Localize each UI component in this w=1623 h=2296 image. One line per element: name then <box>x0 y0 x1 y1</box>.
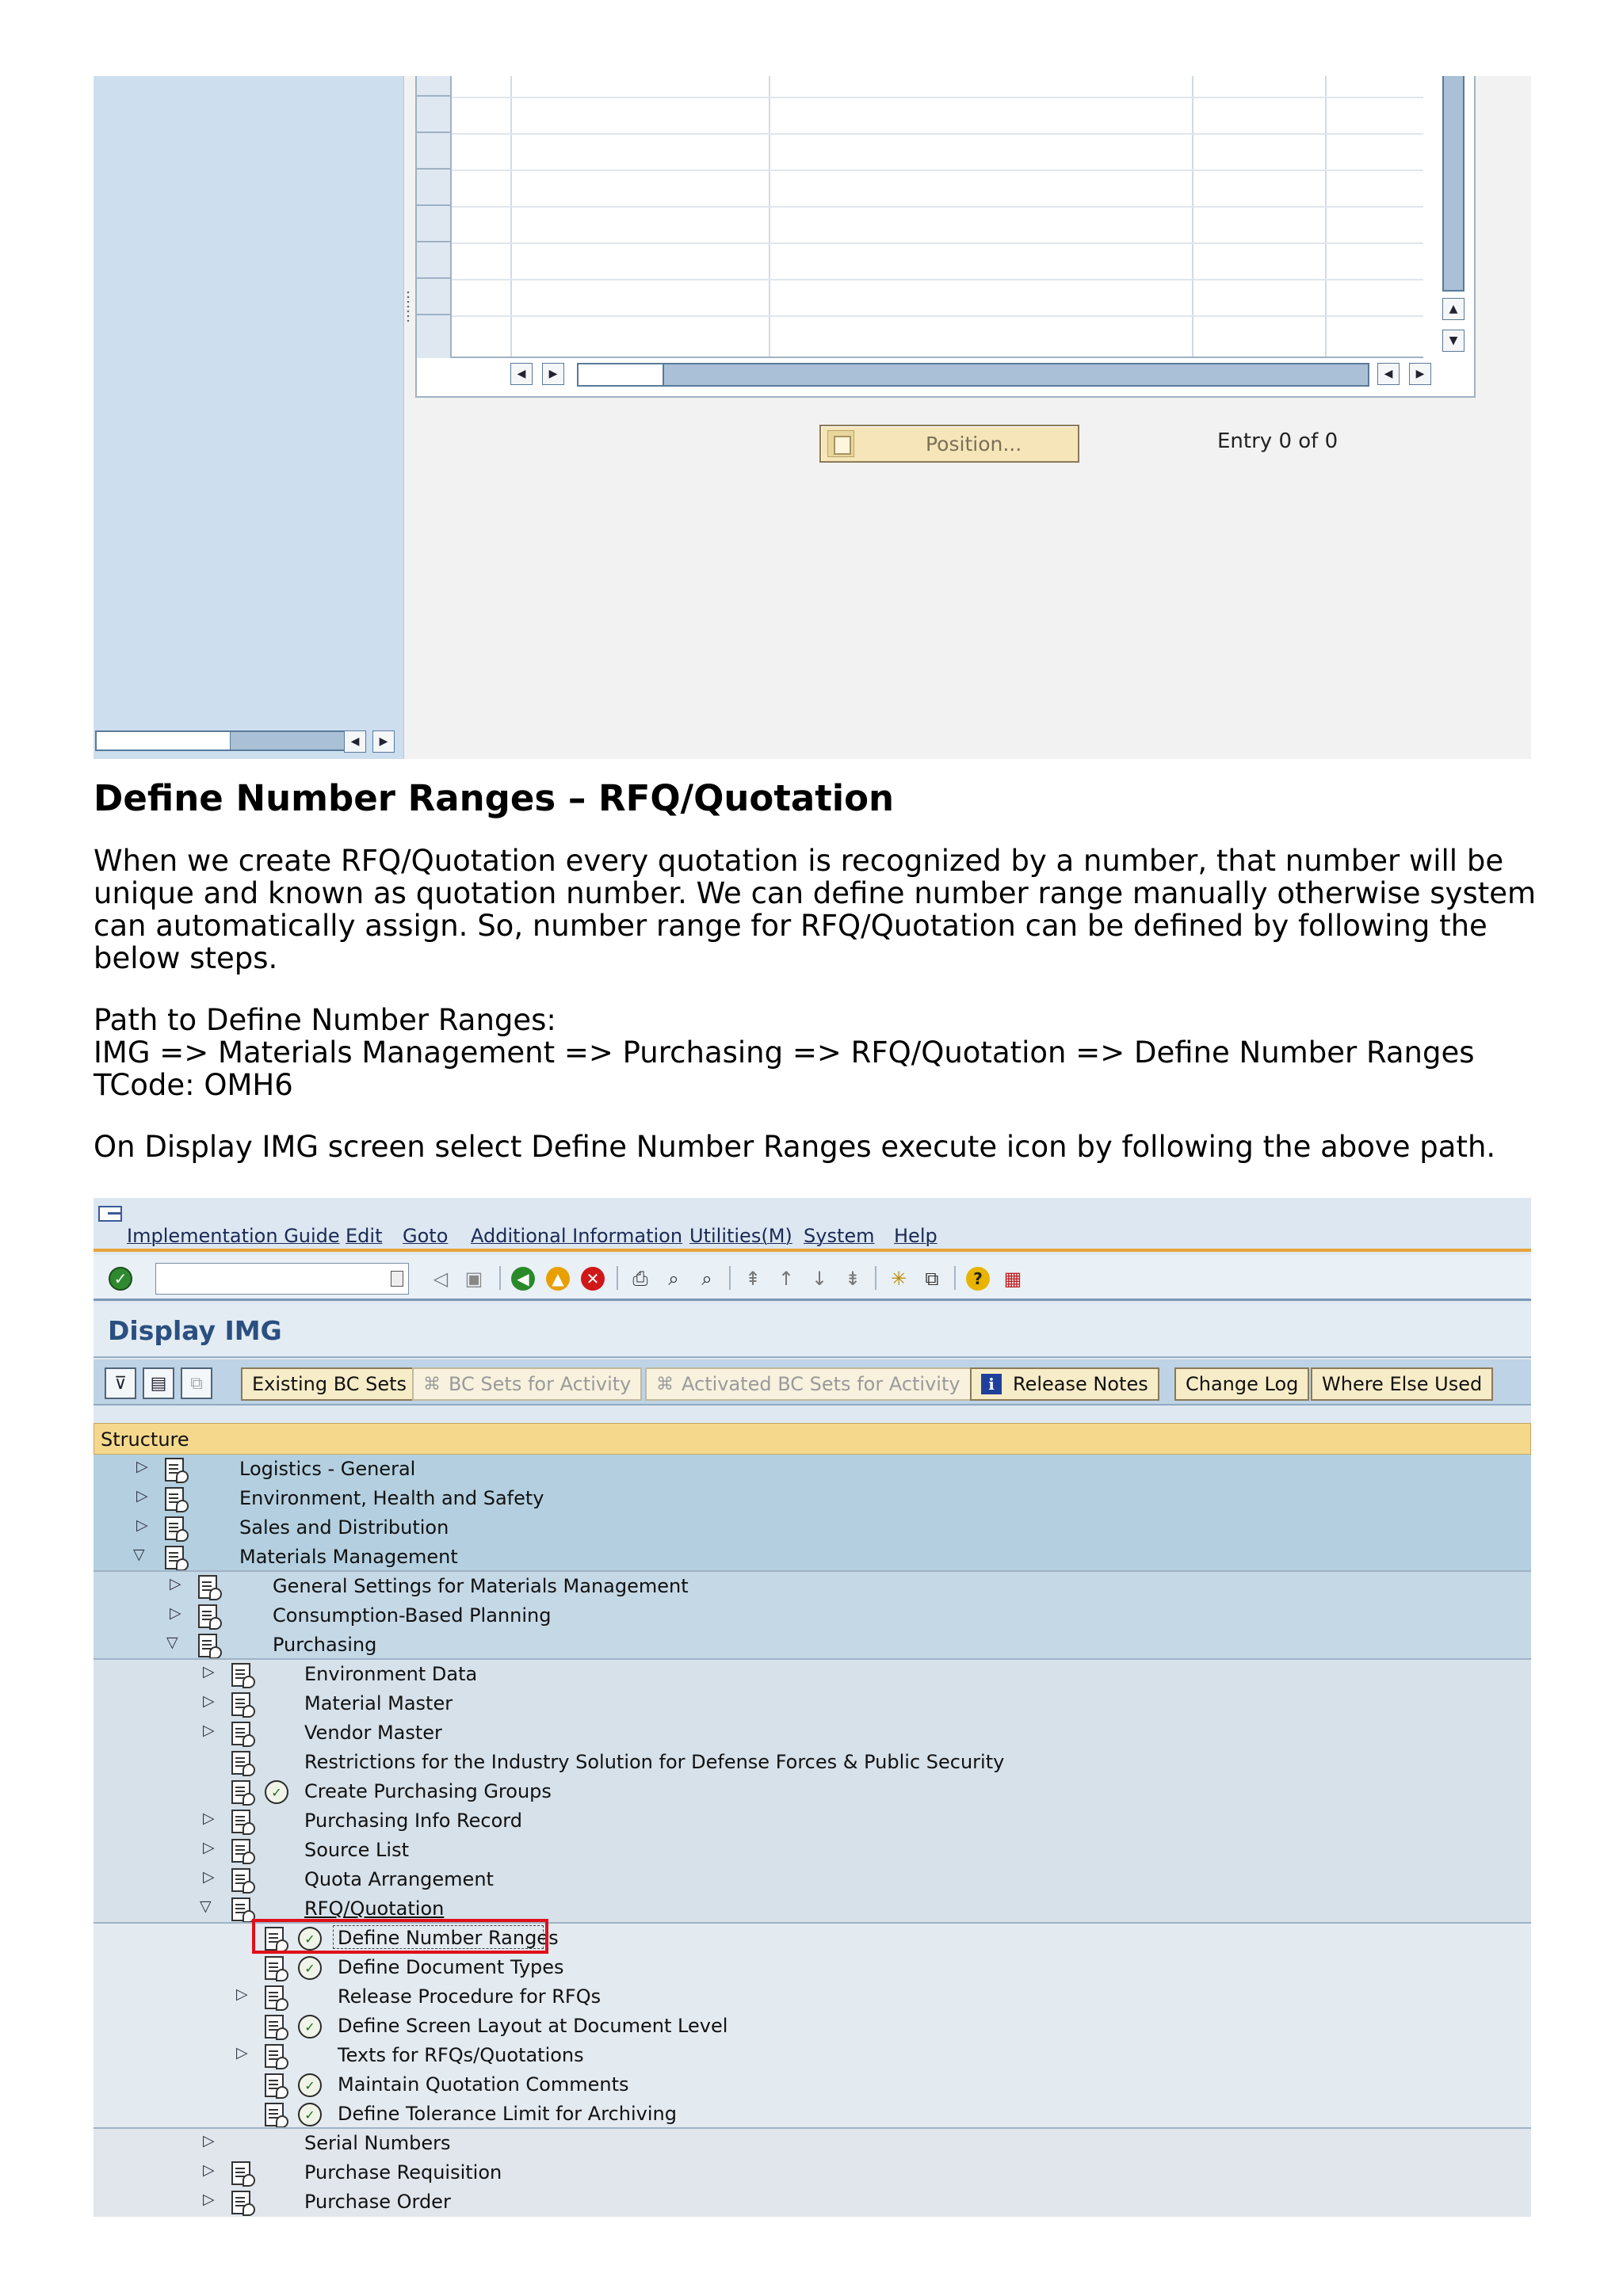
collapse-icon[interactable]: ▽ <box>200 1897 212 1915</box>
documentation-icon[interactable] <box>265 2015 284 2039</box>
bc-set-icon: ⌘ <box>656 1374 674 1394</box>
scroll-up-button[interactable]: ▲ <box>1442 298 1465 320</box>
tree-node[interactable] <box>94 1748 1531 1777</box>
tree-node-label: Texts for RFQs/Quotations <box>338 2044 584 2066</box>
intro-paragraph <box>94 845 1536 974</box>
expand-icon[interactable]: ▷ <box>203 1722 215 1739</box>
position-button-label: Position... <box>926 432 1022 456</box>
menu-system[interactable]: System <box>804 1225 875 1247</box>
create-session-icon[interactable]: ✳ <box>890 1268 907 1290</box>
tree-node[interactable] <box>94 1806 1531 1836</box>
scroll-track[interactable] <box>577 363 1369 387</box>
screen-title: Display IMG <box>108 1315 282 1346</box>
tree-node-label: Purchasing Info Record <box>304 1810 522 1832</box>
tree-node[interactable] <box>94 1953 1531 1982</box>
expand-icon[interactable]: ▷ <box>136 1487 148 1505</box>
tree-node-label: Sales and Distribution <box>239 1516 449 1539</box>
previous-page-icon[interactable]: ↑ <box>777 1268 795 1290</box>
tree-node[interactable] <box>94 2070 1531 2100</box>
expand-icon[interactable]: ▷ <box>236 2044 248 2061</box>
bc-set-icon: ⌘ <box>423 1374 441 1394</box>
info-icon: i <box>981 1374 1002 1394</box>
scroll-right-button[interactable]: ▶ <box>372 730 395 753</box>
documentation-icon[interactable] <box>265 1956 284 1980</box>
expand-icon[interactable]: ▷ <box>136 1516 148 1534</box>
row-selector[interactable] <box>417 76 450 97</box>
navigation-panel <box>94 76 404 759</box>
documentation-icon[interactable] <box>231 1751 250 1775</box>
layout-icon[interactable]: ▤ <box>143 1367 174 1399</box>
top-screenshot <box>94 76 1531 759</box>
highlight-annotation <box>252 1919 548 1954</box>
cancel-icon[interactable]: ✕ <box>580 1266 605 1291</box>
back-icon[interactable]: ◀ <box>510 1266 536 1291</box>
documentation-icon[interactable] <box>265 2044 284 2068</box>
documentation-icon[interactable] <box>265 1985 284 2009</box>
shortcut-icon[interactable]: ⧉ <box>925 1268 939 1290</box>
command-dropdown-icon[interactable] <box>391 1271 403 1287</box>
tree-node[interactable] <box>94 1660 1531 1689</box>
save-icon[interactable]: ▣ <box>464 1268 483 1290</box>
tree-node-label: General Settings for Materials Management <box>273 1575 689 1597</box>
path-label: Path to Define Number Ranges: <box>94 1003 556 1037</box>
expand-icon[interactable]: ▷ <box>203 1868 215 1886</box>
tree-node[interactable] <box>94 1836 1531 1865</box>
menu-bar <box>94 1198 1531 1252</box>
tree-node[interactable] <box>94 1484 1531 1513</box>
scroll-left-button[interactable]: ◀ <box>510 363 533 385</box>
bc-sets-for-activity-label: BC Sets for Activity <box>449 1373 632 1395</box>
documentation-icon[interactable] <box>231 1663 250 1687</box>
documentation-icon[interactable] <box>265 2073 284 2097</box>
tree-node-label: RFQ/Quotation <box>304 1897 445 1920</box>
row-selector-column <box>417 76 452 358</box>
menu-utilities[interactable]: Utilities(M) <box>689 1225 792 1247</box>
expand-icon[interactable]: ▷ <box>203 2191 215 2208</box>
documentation-icon[interactable] <box>265 2103 284 2126</box>
tree-node-label: Define Document Types <box>338 1956 564 1978</box>
intro-line: When we create RFQ/Quotation every quotation is recognized by a number, that number will be <box>94 844 1504 878</box>
table-vertical-scrollbar[interactable] <box>1441 76 1466 358</box>
row-selector[interactable] <box>417 242 450 279</box>
position-button[interactable] <box>819 425 1079 463</box>
tree-node[interactable] <box>94 1718 1531 1748</box>
tree-node-label: Release Procedure for RFQs <box>338 1985 601 2008</box>
find-icon[interactable]: ⌕ <box>668 1268 679 1290</box>
existing-bc-sets-button[interactable] <box>241 1367 418 1401</box>
tree-node[interactable] <box>94 1572 1531 1601</box>
nav-horizontal-scrollbar[interactable] <box>94 727 404 754</box>
entry-count: Entry 0 of 0 <box>1217 429 1338 453</box>
expand-icon[interactable]: ▷ <box>136 1458 148 1475</box>
row-selector[interactable] <box>417 206 450 242</box>
release-notes-button[interactable] <box>970 1367 1159 1401</box>
next-page-icon[interactable]: ↓ <box>811 1268 828 1290</box>
scroll-right-button[interactable]: ▶ <box>542 363 564 385</box>
intro-line: can automatically assign. So, number range for RFQ/Quotation can be defined by following the <box>94 909 1487 943</box>
tree-node[interactable] <box>94 1689 1531 1718</box>
tree-header: Structure <box>94 1423 1531 1455</box>
exit-icon[interactable]: ▲ <box>545 1266 571 1291</box>
documentation-icon[interactable] <box>165 1487 184 1511</box>
row-selector[interactable] <box>417 97 450 133</box>
tree-node-label: Source List <box>304 1839 410 1861</box>
standard-toolbar <box>94 1255 1531 1301</box>
tree-node-label: Purchase Order <box>304 2191 451 2213</box>
command-field[interactable] <box>155 1263 409 1295</box>
enter-icon[interactable]: ✓ <box>108 1266 133 1291</box>
scroll-left-button[interactable]: ◀ <box>1377 363 1400 385</box>
tree-node[interactable] <box>94 2041 1531 2070</box>
tree-node[interactable] <box>94 2012 1531 2041</box>
expand-icon[interactable]: ▷ <box>203 1692 215 1710</box>
panel-splitter[interactable] <box>406 290 411 322</box>
documentation-icon[interactable] <box>231 2191 250 2214</box>
tree-node-label: Purchase Requisition <box>304 2161 502 2183</box>
instruction: On Display IMG screen select Define Number Ranges execute icon by following the above path. <box>94 1130 1496 1164</box>
row-selector[interactable] <box>417 133 450 170</box>
documentation-icon[interactable] <box>165 1458 184 1482</box>
tree-node[interactable] <box>94 1777 1531 1806</box>
execute-icon[interactable]: ✓ <box>298 2073 322 2097</box>
change-log-label: Change Log <box>1186 1373 1299 1395</box>
title-bar <box>94 1304 1531 1358</box>
tree-node[interactable] <box>94 2187 1531 2217</box>
tree-node[interactable] <box>94 1601 1531 1630</box>
execute-icon[interactable]: ✓ <box>265 1780 288 1804</box>
intro-line: below steps. <box>94 941 278 975</box>
activated-bc-sets-label: Activated BC Sets for Activity <box>682 1373 960 1395</box>
expand-icon[interactable]: ▷ <box>203 1663 215 1680</box>
first-page-icon[interactable]: ⇞ <box>744 1268 762 1290</box>
instruction-paragraph <box>94 1131 1536 1163</box>
tree-node[interactable] <box>94 1455 1531 1484</box>
table-horizontal-scrollbar[interactable] <box>510 361 1461 388</box>
expand-icon[interactable]: ▷ <box>236 1985 248 2003</box>
menu-goto[interactable]: Goto <box>403 1225 449 1247</box>
documentation-icon[interactable] <box>198 1575 217 1599</box>
print-icon[interactable]: ⎙ <box>632 1268 648 1290</box>
tree-node-label: Material Master <box>304 1692 453 1714</box>
expand-icon[interactable]: ▷ <box>203 2161 215 2179</box>
collapse-icon[interactable]: ▽ <box>133 1546 145 1563</box>
last-page-icon[interactable]: ⇟ <box>844 1268 861 1290</box>
entries-table <box>415 76 1476 398</box>
menu-additional-information[interactable]: Additional Information <box>471 1225 683 1247</box>
documentation-icon[interactable] <box>231 2161 250 2185</box>
focus-indicator <box>333 1925 544 1949</box>
tree-node-label: Serial Numbers <box>304 2132 451 2154</box>
documentation-icon[interactable] <box>231 1868 250 1892</box>
existing-bc-sets-label: Existing BC Sets <box>252 1373 407 1395</box>
documentation-icon[interactable] <box>231 1692 250 1716</box>
tree-node-label: Logistics - General <box>239 1458 416 1480</box>
bc-sets-for-activity-button[interactable] <box>412 1367 642 1401</box>
help-icon[interactable]: ? <box>965 1266 991 1291</box>
system-menu-icon[interactable] <box>98 1206 122 1222</box>
release-notes-label: Release Notes <box>1013 1373 1148 1395</box>
documentation-icon[interactable] <box>231 1810 250 1833</box>
scroll-track[interactable] <box>95 730 346 751</box>
article-title: Define Number Ranges – RFQ/Quotation <box>94 777 895 819</box>
change-log-button[interactable] <box>1174 1367 1309 1401</box>
menu-path: IMG => Materials Management => Purchasing => RFQ/Quotation => Define Number Ranges <box>94 1035 1475 1070</box>
scroll-right-button[interactable]: ▶ <box>1409 363 1431 385</box>
expand-icon[interactable]: ▷ <box>203 2132 215 2149</box>
documentation-icon[interactable] <box>165 1516 184 1540</box>
tree-node-label: Vendor Master <box>304 1722 442 1744</box>
row-selector[interactable] <box>417 279 450 315</box>
tree-node-label: Define Screen Layout at Document Level <box>338 2015 728 2037</box>
sap-display-img-window <box>94 1198 1531 2220</box>
execute-icon[interactable]: ✓ <box>298 2015 322 2039</box>
where-else-used-button[interactable] <box>1311 1367 1493 1401</box>
documentation-icon[interactable] <box>231 1839 250 1863</box>
tree-node-label: Materials Management <box>239 1546 458 1568</box>
tree-node[interactable] <box>94 1865 1531 1894</box>
documentation-icon[interactable] <box>231 1780 250 1804</box>
menu-edit[interactable]: Edit <box>346 1225 383 1247</box>
menu-implementation-guide[interactable]: Implementation Guide <box>127 1225 340 1247</box>
tree-node[interactable] <box>94 1543 1531 1572</box>
tree-node[interactable] <box>94 1982 1531 2012</box>
img-structure-tree <box>94 1423 1531 2220</box>
expand-subtree-icon[interactable]: ⊽ <box>105 1367 136 1399</box>
tree-node-label: Environment, Health and Safety <box>239 1487 544 1509</box>
tree-node-label: Environment Data <box>304 1663 478 1685</box>
back-triangle-icon[interactable]: ◁ <box>433 1268 449 1290</box>
article <box>94 776 1536 1192</box>
expand-icon[interactable]: ▷ <box>170 1575 181 1592</box>
tree-node-label: Quota Arrangement <box>304 1868 494 1890</box>
tree-node[interactable] <box>94 1513 1531 1543</box>
tree-node-label: Purchasing <box>273 1634 377 1656</box>
documentation-icon[interactable] <box>165 1546 184 1569</box>
tree-node-label: Consumption-Based Planning <box>273 1604 552 1627</box>
execute-icon[interactable]: ✓ <box>298 1956 322 1980</box>
expand-icon[interactable]: ▷ <box>203 1839 215 1856</box>
collapse-icon[interactable]: ⧉ <box>181 1367 212 1399</box>
activated-bc-sets-button[interactable] <box>645 1367 972 1401</box>
documentation-icon[interactable] <box>231 1897 250 1921</box>
documentation-icon[interactable] <box>231 1722 250 1745</box>
path-paragraph <box>94 1004 1536 1101</box>
where-else-used-label: Where Else Used <box>1322 1373 1483 1395</box>
scroll-left-button[interactable]: ◀ <box>344 730 366 753</box>
customize-layout-icon[interactable]: ▦ <box>1003 1268 1022 1290</box>
tree-node-label: Maintain Quotation Comments <box>338 2073 629 2096</box>
documentation-icon[interactable] <box>198 1634 217 1657</box>
expand-icon[interactable]: ▷ <box>170 1604 181 1622</box>
execute-icon[interactable]: ✓ <box>298 1927 322 1951</box>
menu-help[interactable]: Help <box>894 1225 938 1247</box>
expand-icon[interactable]: ▷ <box>203 1810 215 1827</box>
scroll-thumb[interactable] <box>1442 76 1465 292</box>
tree-node-label: Create Purchasing Groups <box>304 1780 552 1802</box>
tree-node[interactable] <box>94 2100 1531 2129</box>
tree-node[interactable] <box>94 2129 1531 2158</box>
tree-node-label: Define Number Ranges <box>338 1927 559 1949</box>
tree-node[interactable] <box>94 2158 1531 2187</box>
execute-icon[interactable]: ✓ <box>298 2103 322 2126</box>
scroll-down-button[interactable]: ▼ <box>1442 330 1465 352</box>
position-icon <box>827 430 854 457</box>
tree-node-label: Define Tolerance Limit for Archiving <box>338 2103 677 2125</box>
row-selector[interactable] <box>417 170 450 206</box>
tcode: TCode: OMH6 <box>94 1068 293 1102</box>
tree-node-label: Restrictions for the Industry Solution for Defense Forces & Public Security <box>304 1751 1005 1773</box>
intro-line: unique and known as quotation number. We can define number range manually otherwise system <box>94 876 1537 910</box>
application-toolbar <box>94 1360 1531 1405</box>
find-next-icon[interactable]: ⌕ <box>701 1268 712 1290</box>
scroll-thumb[interactable] <box>230 732 344 749</box>
row-selector[interactable] <box>417 315 450 352</box>
tree-node[interactable] <box>94 1630 1531 1660</box>
scroll-thumb[interactable] <box>663 364 1368 385</box>
documentation-icon[interactable] <box>198 1604 217 1628</box>
collapse-icon[interactable]: ▽ <box>166 1634 178 1651</box>
